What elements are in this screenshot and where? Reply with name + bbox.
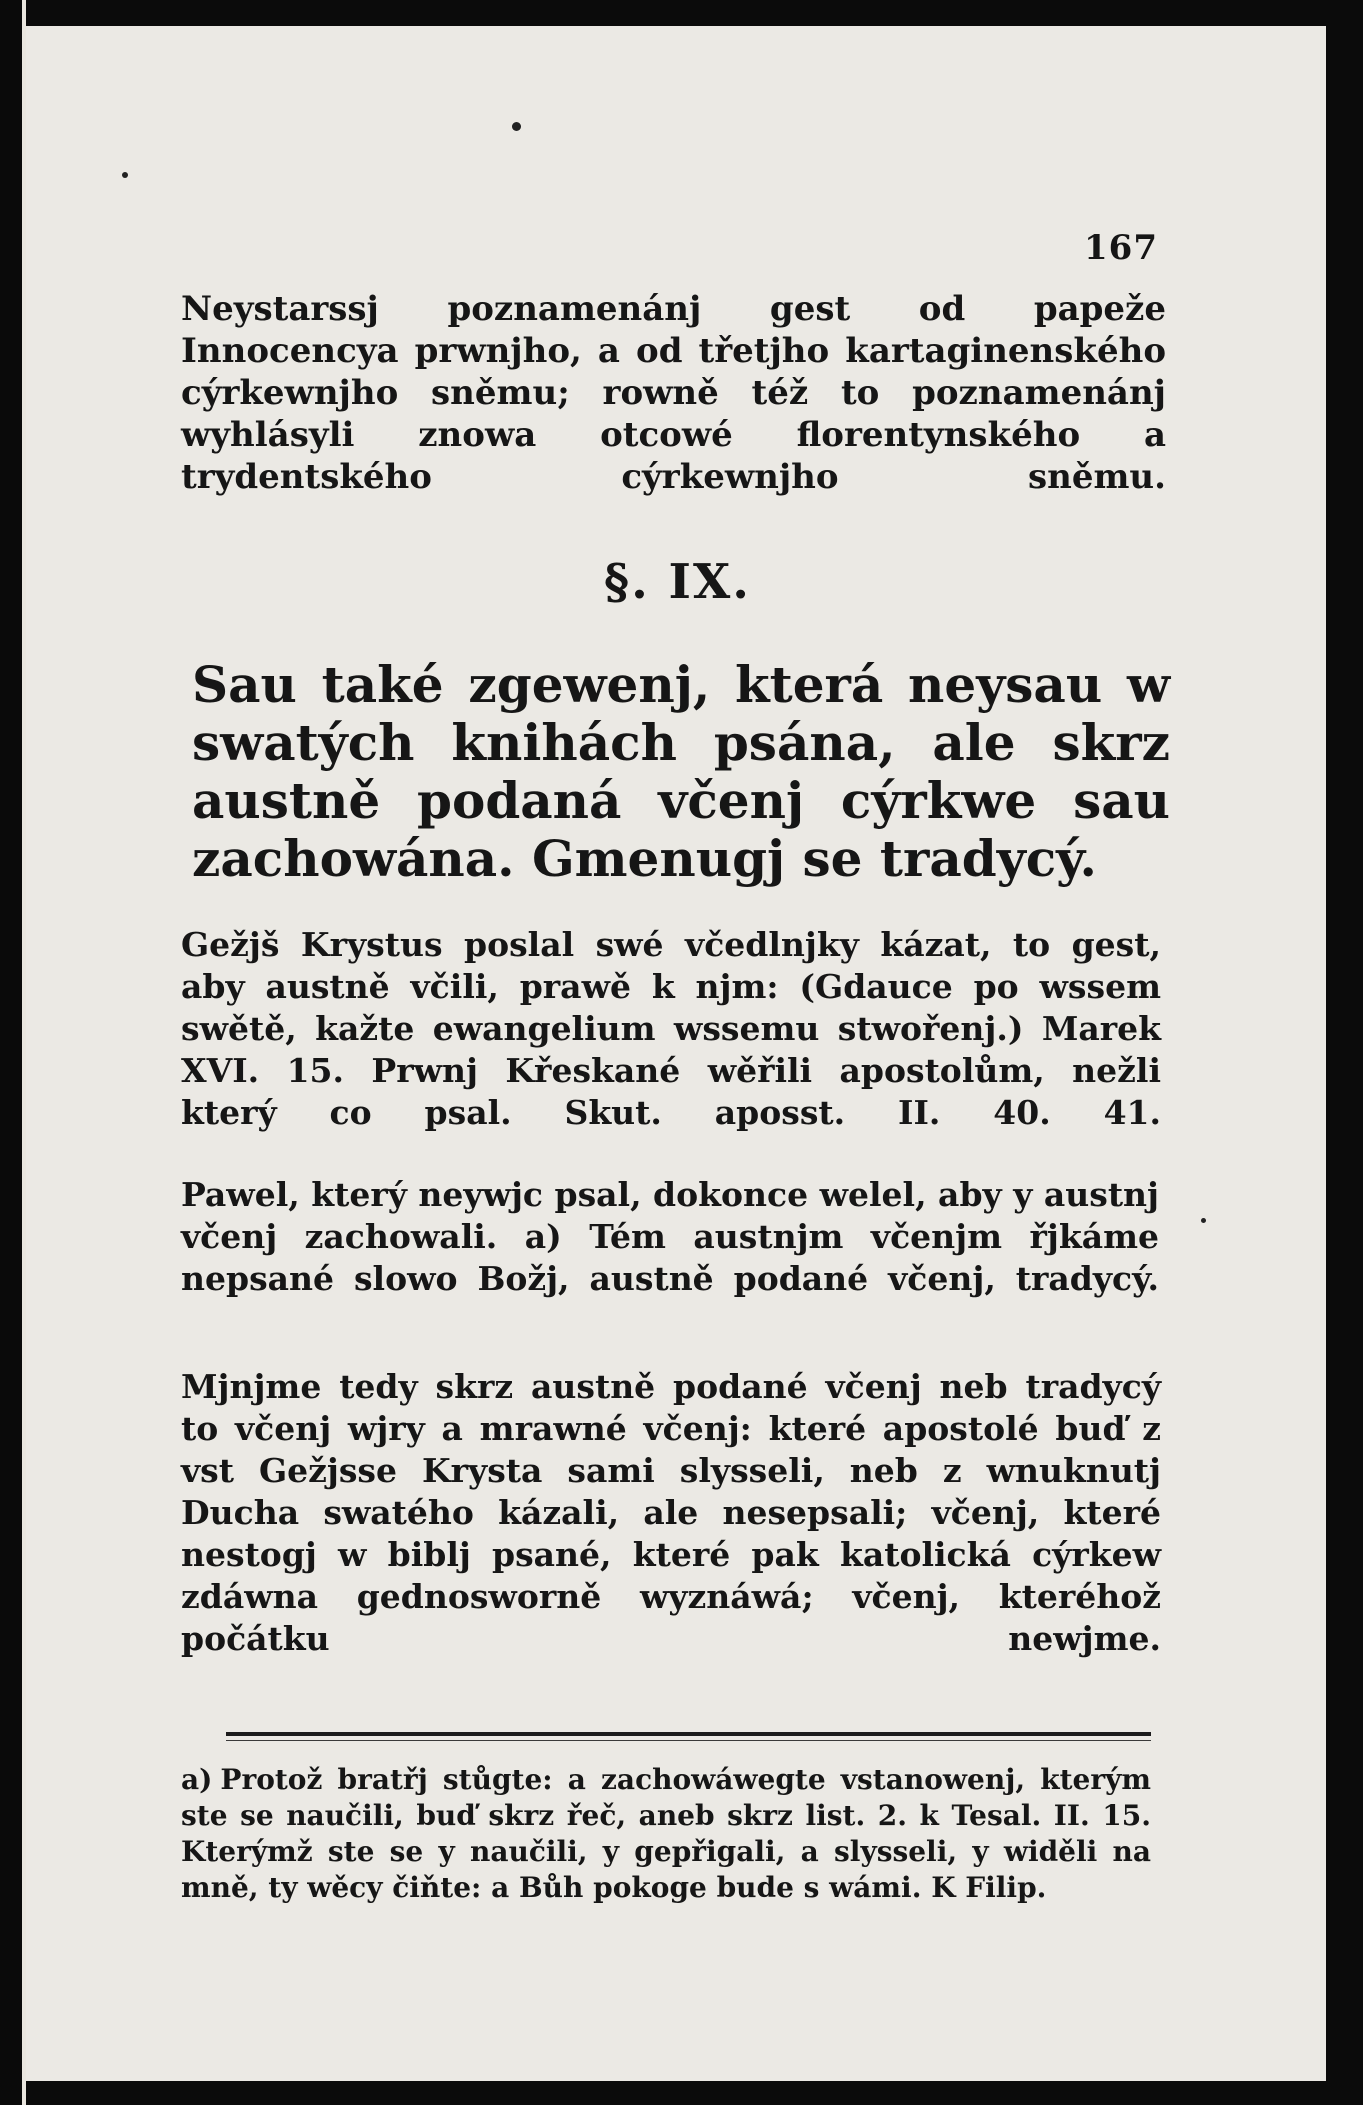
page-number: 167 xyxy=(1084,228,1158,268)
footnote-marker: a) xyxy=(181,1763,213,1796)
footnote xyxy=(181,1762,1151,1906)
paragraph-tradition-definition: Mjnjme tedy skrz austně podané včenj neb tradycý to včenj wjry a mrawné včenj: které apostolé buď z vst Gežjsse Krysta sami slysseli, neb z wnuknutj Ducha swatého kázali, ale nesepsali; včenj, které nestogj w biblj psané, které pak katolická cýrkew zdáwna gednosworně wyznáwá; včenj, kteréhož počátku newjme. xyxy=(181,1367,1161,1658)
section-summary: Sau také zgewenj, která neysau w swatých knihách psána, ale skrz austně podaná včenj cýrkwe sau zachowána. Gmenugj se tradycý. xyxy=(192,655,1170,888)
adjacent-page-edge xyxy=(0,0,26,2105)
ink-speck xyxy=(1201,1218,1206,1223)
ink-speck xyxy=(512,122,521,131)
paragraph-papal-note: Neystarssj poznamenánj gest od papeže Innocencya prwnjho, a od třetjho kartaginenského cýrkewnjho sněmu; rowně též to poznamenánj wyhlásyli znowa otcowé florentynského a trydentského cýrkewnjho sněmu. xyxy=(181,289,1166,497)
footnote-text: Protož bratřj stůgte: a zachowáwegte vstanowenj, kterým ste se naučili, buď skrz řeč, aneb skrz list. 2. k Tesal. II. 15. Kterýmž ste se y naučili, y gepřigali, a slysseli, y widěli na mně, ty wěcy čiňte: a Bůh pokoge bude s wámi. K Filip. xyxy=(181,1763,1151,1904)
scanned-page xyxy=(26,26,1326,2081)
paragraph-christ-preaching: Gežjš Krystus poslal swé včedlnjky kázat, to gest, aby austně včili, prawě k njm: (Gdauce po wssem swětě, kažte ewangelium wssemu stwořenj.) Marek XVI. 15. Prwnj Křeskané wěřili apostolům, nežli který co psal. Skut. aposst. II. 40. 41. xyxy=(181,925,1161,1132)
section-heading: §. IX. xyxy=(604,554,751,610)
paragraph-paul: Pawel, který neywjc psal, dokonce welel, aby y austnj včenj zachowali. a) Tém austnjm včenjm řjkáme nepsané slowo Božj, austně podané včenj, tradycý. xyxy=(181,1175,1159,1298)
footnote-separator xyxy=(226,1732,1151,1736)
ink-speck xyxy=(122,172,128,178)
footnote-separator-thin xyxy=(226,1740,1151,1741)
